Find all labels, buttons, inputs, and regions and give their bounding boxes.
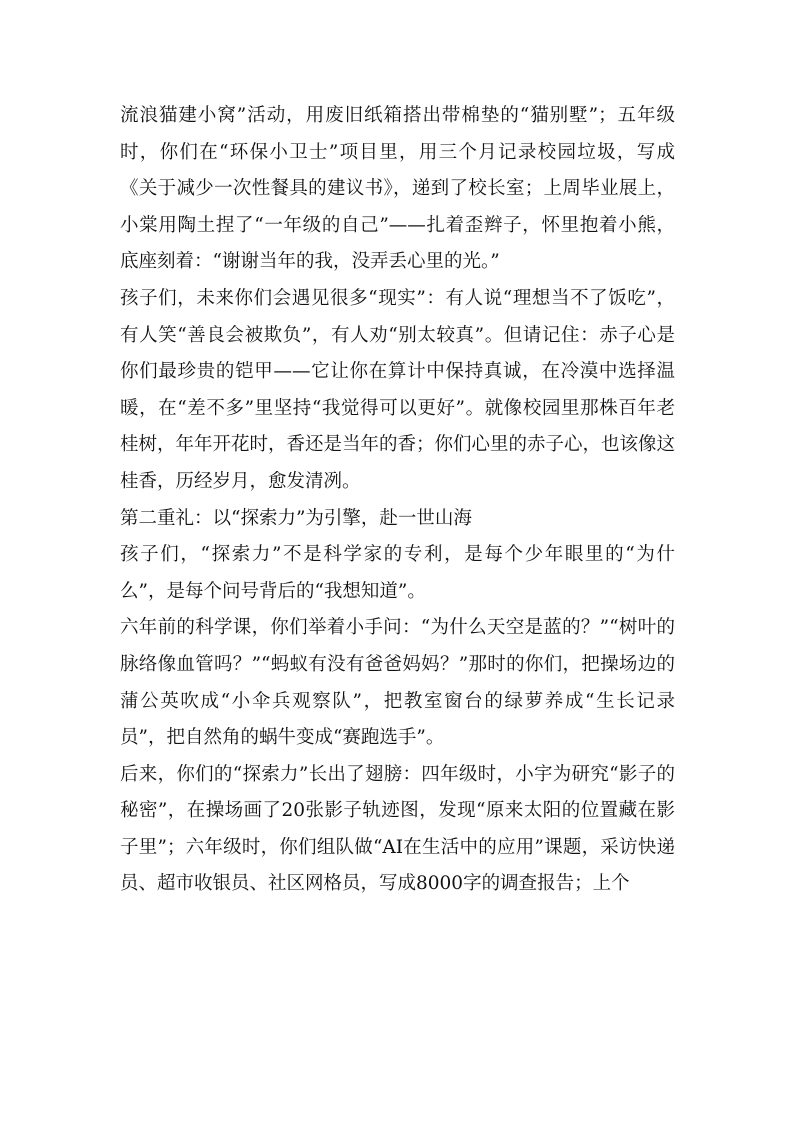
paragraph-childlike-heart: 孩子们，未来你们会遇见很多“现实”：有人说“理想当不了饭吃”，有人笑“善良会被欺负”，有人劝“别太较真”。但请记住：赤子心是你们最珍贵的铠甲——它让你在算计中保持真诚，在冷漠中选择温暖，在“差不多”里坚持“我觉得可以更好”。就像校园里那株百年老桂树，年年开花时，香还是当年的香；你们心里的赤子心，也该像这桂香，历经岁月，愈发清冽。: [120, 287, 676, 492]
section-heading-exploration: 第二重礼：以“探索力”为引擎，赴一世山海: [120, 507, 472, 529]
paragraph-science-class: 六年前的科学课，你们举着小手问：“为什么天空是蓝的？”“树叶的脉络像血管吗？”“蚂蚁有没有爸爸妈妈？”那时的你们，把操场边的蒲公英吹成“小伞兵观察队”，把教室窗台的绿萝养成“生长记录员”，把自然角的蜗牛变成“赛跑选手”。: [120, 617, 675, 749]
paragraph-exploration-intro: 孩子们，“探索力”不是科学家的专利，是每个少年眼里的“为什么”，是每个问号背后的“我想知道”。: [120, 544, 675, 602]
paragraph-activities: 流浪猫建小窝”活动，用废旧纸箱搭出带棉垫的“猫别墅”；五年级时，你们在“环保小卫士”项目里，用三个月记录校园垃圾，写成《关于减少一次性餐具的建议书》，递到了校长室；上周毕业展上，小棠用陶土捏了“一年级的自己”——扎着歪辫子，怀里抱着小熊，底座刻着：“谢谢当年的我，没弄丢心里的光。”: [120, 105, 675, 273]
paragraph-exploration-growth: 后来，你们的“探索力”长出了翅膀：四年级时，小宇为研究“影子的秘密”，在操场画了20张影子轨迹图，发现“原来太阳的位置藏在影子里”；六年级时，你们组队做“AI在生活中的应用”课题，采访快递员、超市收银员、社区网格员，写成8000字的调查报告；上个: [120, 763, 675, 895]
document-body: [120, 98, 675, 903]
